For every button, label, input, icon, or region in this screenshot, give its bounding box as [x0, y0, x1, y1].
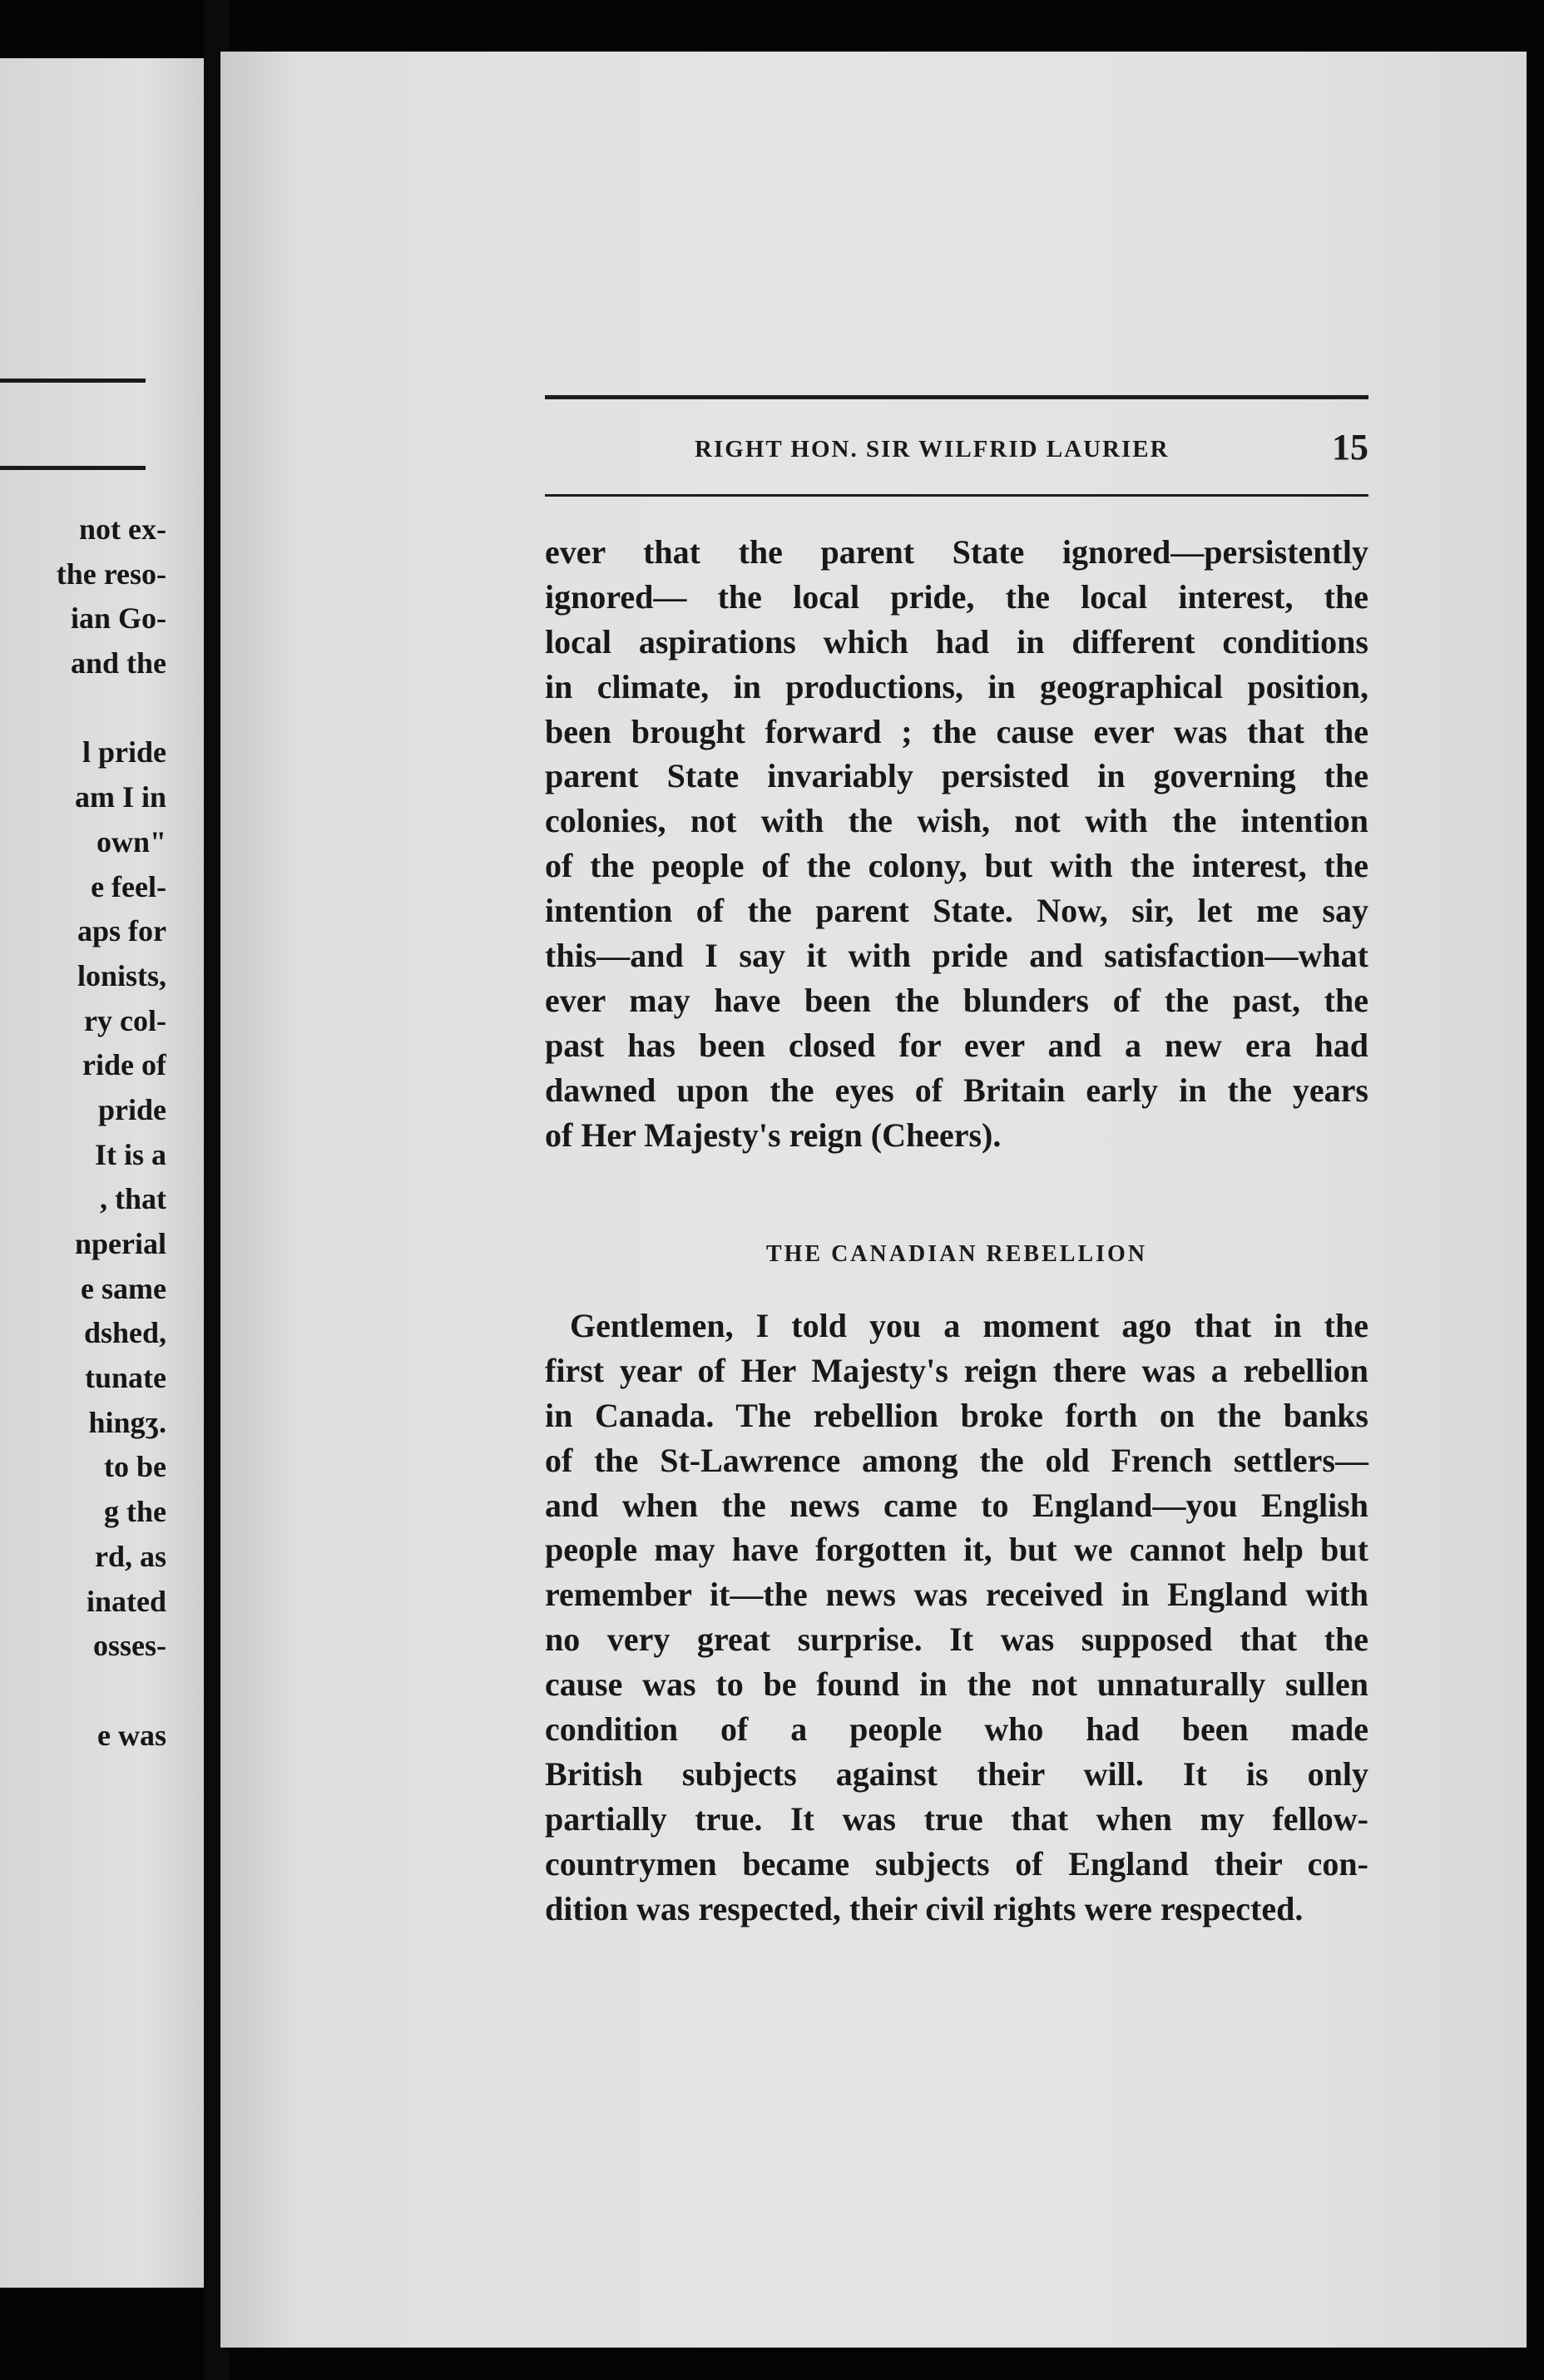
left-fragment: e same [81, 1271, 166, 1305]
text-line: parent State invariably persisted in governing the [545, 757, 1368, 795]
header-rule-bottom [545, 494, 1368, 497]
text-line: remember it—the news was received in England with [545, 1576, 1368, 1614]
left-page-text-fragments [0, 507, 166, 1758]
text-line: ever that the parent State ignored—persistently [545, 533, 1368, 571]
text-line: ever may have been the blunders of the past, the [545, 981, 1368, 1019]
left-fragment: pride [97, 1092, 166, 1126]
text-line: in Canada. The rebellion broke forth on the banks [545, 1396, 1368, 1434]
text-line: past has been closed for ever and a new era had [545, 1026, 1368, 1064]
left-fragment: l pride [82, 735, 166, 769]
text-line: ignored— the local pride, the local interest, the [545, 577, 1368, 616]
text-line: countrymen became subjects of England their con- [545, 1844, 1368, 1883]
left-fragment: inated [86, 1584, 166, 1618]
text-line: people may have forgotten it, but we cannot help but [545, 1531, 1368, 1569]
left-fragment: and the [70, 646, 166, 680]
left-page-rule-top [0, 379, 146, 383]
left-page-rule-bottom [0, 466, 146, 470]
left-fragment: hingʒ. [88, 1405, 166, 1439]
running-title: RIGHT HON. SIR WILFRID LAURIER [695, 436, 1170, 463]
left-fragment: own" [96, 824, 166, 858]
left-fragment: aps for [77, 914, 166, 948]
left-fragment: , that [100, 1182, 166, 1216]
text-line: of Her Majesty's reign (Cheers). [545, 1116, 1002, 1154]
text-line: partially true. It was true that when my fellow- [545, 1799, 1368, 1838]
text-line: cause was to be found in the not unnaturally sullen [545, 1665, 1368, 1704]
text-line: been brought forward ; the cause ever was that the [545, 712, 1368, 750]
left-fragment: ry col- [84, 1003, 166, 1037]
text-line: dition was respected, their civil rights were respected. [545, 1889, 1304, 1927]
left-fragment: rd, as [94, 1539, 166, 1573]
text-line: Gentlemen, I told you a moment ago that in the [570, 1307, 1368, 1344]
text-line: condition of a people who had been made [545, 1710, 1368, 1749]
text-line: dawned upon the eyes of Britain early in the years [545, 1071, 1368, 1109]
left-fragment: It is a [94, 1137, 166, 1171]
left-fragment: g the [104, 1495, 166, 1529]
text-line: colonies, not with the wish, not with the intention [545, 802, 1368, 840]
text-line: local aspirations which had in different conditions [545, 622, 1368, 661]
left-fragment: tunate [85, 1361, 166, 1395]
left-fragment: ian Go- [70, 601, 166, 636]
left-fragment: to be [104, 1450, 166, 1484]
section-heading: THE CANADIAN REBELLION [765, 1241, 1148, 1267]
page-number: 15 [1332, 427, 1368, 468]
running-head [545, 426, 1368, 476]
text-line: and when the news came to England—you English [545, 1486, 1368, 1524]
text-line: British subjects against their will. It is only [545, 1754, 1368, 1793]
left-fragment: lonists, [77, 958, 166, 992]
text-line: intention of the parent State. Now, sir, let me say [545, 892, 1368, 930]
left-fragment: am I in [74, 780, 166, 814]
text-line: this—and I say it with pride and satisfaction—what [545, 937, 1368, 975]
text-line: of the people of the colony, but with the interest, the [545, 847, 1368, 885]
text-line: of the St-Lawrence among the old French settlers— [545, 1441, 1368, 1479]
left-fragment: not ex- [79, 512, 166, 546]
body-paragraph [545, 1304, 1368, 1931]
text-line: no very great surprise. It was supposed that the [545, 1620, 1368, 1659]
text-line: first year of Her Majesty's reign there was a rebellion [545, 1351, 1368, 1389]
left-fragment: e feel- [91, 869, 166, 903]
left-fragment: nperial [74, 1227, 166, 1260]
previous-page-edge [0, 58, 204, 2288]
left-fragment: the reso- [56, 557, 166, 591]
header-rule-top [545, 395, 1368, 399]
left-fragment: dshed, [83, 1316, 166, 1350]
book-page [220, 52, 1527, 2348]
body-paragraph [545, 530, 1368, 1157]
left-fragment: osses- [93, 1629, 166, 1663]
left-fragment: ride of [82, 1048, 166, 1082]
text-line: in climate, in productions, in geographical position, [545, 667, 1368, 705]
left-fragment: e was [97, 1718, 166, 1752]
